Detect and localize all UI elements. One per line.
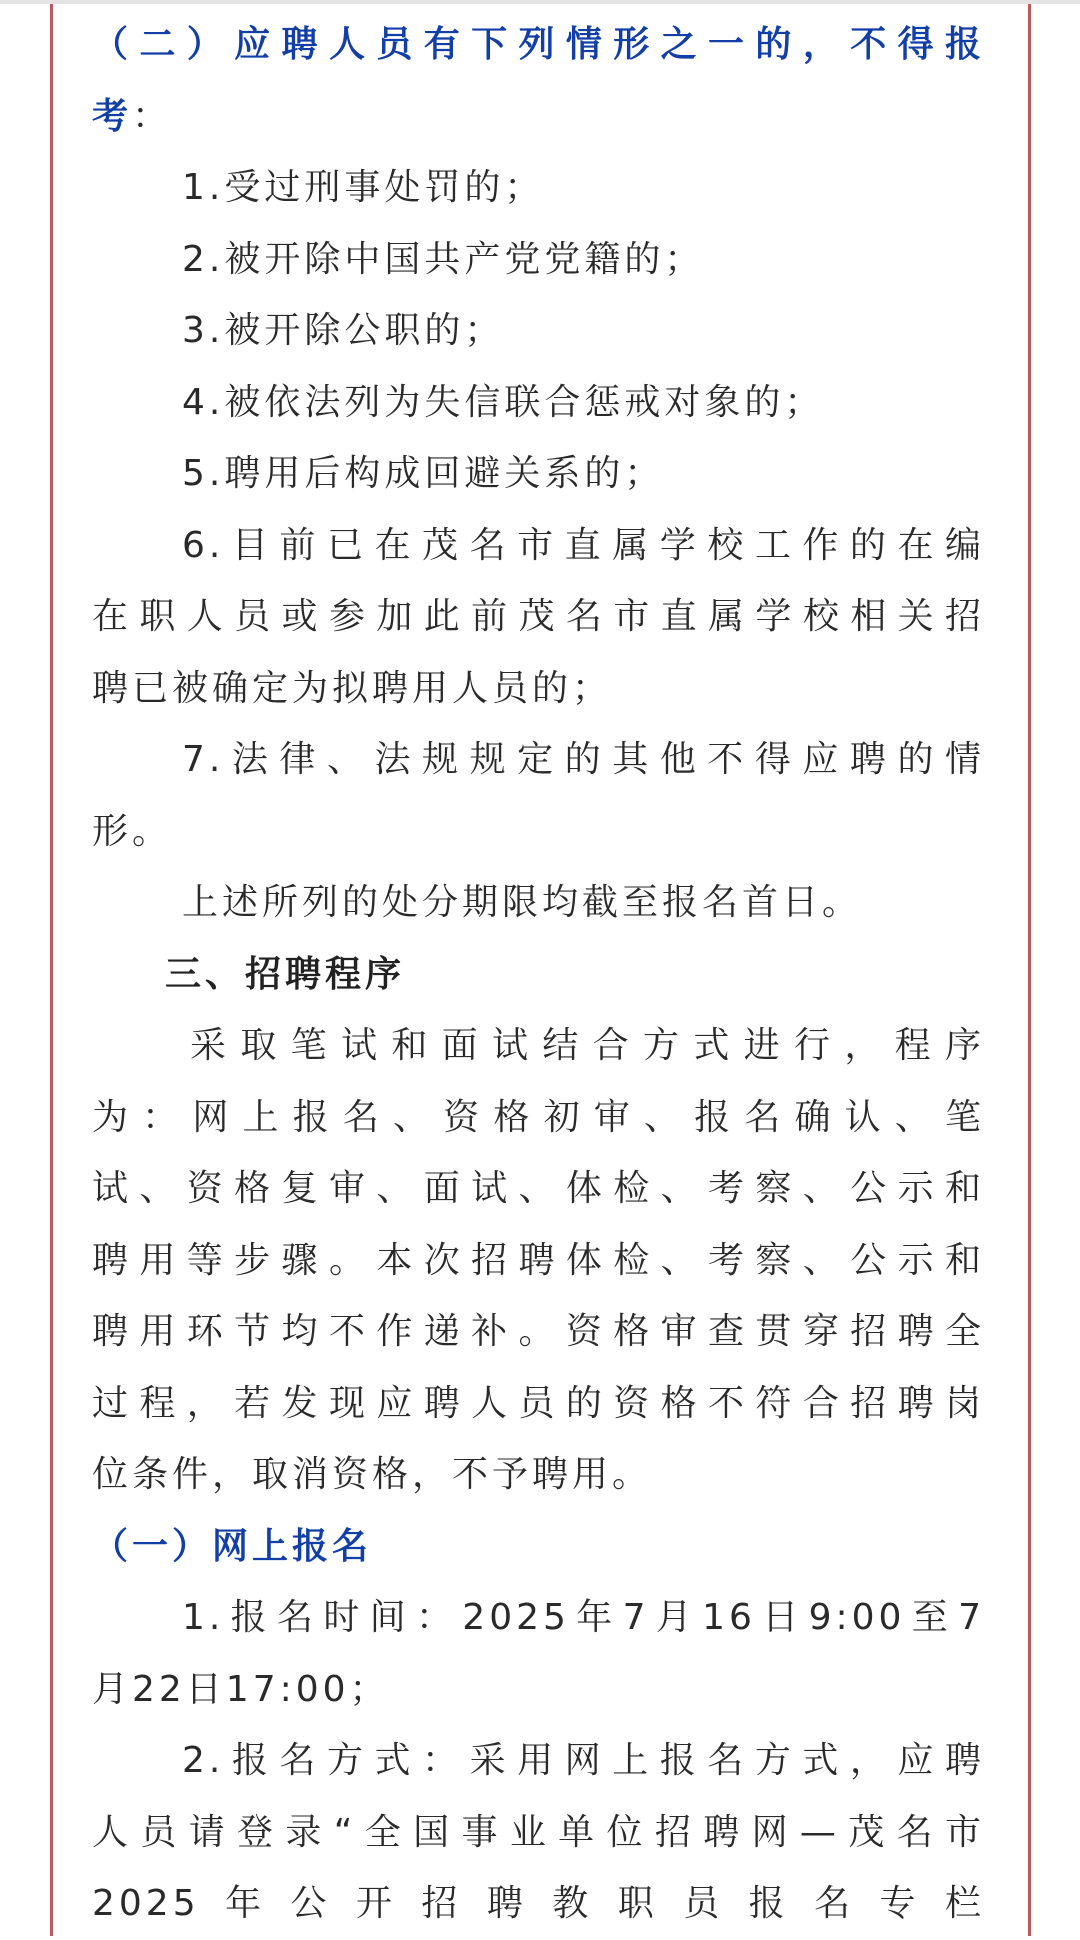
paragraph-line: 位条件，取消资格，不予聘用。 [92, 1454, 653, 1495]
colon: ： [132, 96, 173, 137]
list-item: 2.报名方式：采用网上报名方式，应聘 [182, 1740, 985, 1781]
section-heading-online-registration: （一）网上报名 [92, 1526, 373, 1567]
list-item: 1.受过刑事处罚的； [182, 167, 545, 208]
paragraph-line: 人员请登录“全国事业单位招聘网—茂名市 [92, 1812, 985, 1853]
list-item: 3.被开除公职的； [182, 310, 505, 351]
list-item: 6.目前已在茂名市直属学校工作的在编 [182, 525, 985, 566]
paragraph-line: 2025年公开招聘教职员报名专栏 [92, 1883, 985, 1924]
list-item: 4.被依法列为失信联合惩戒对象的； [182, 382, 825, 423]
paragraph-line: 形。 [92, 811, 173, 852]
paragraph-line: 过程，若发现应聘人员的资格不符合招聘岗 [92, 1383, 985, 1424]
paragraph-line: 试、资格复审、面试、体检、考察、公示和 [92, 1168, 985, 1209]
left-border-line [50, 4, 53, 1936]
heading-text: 考 [92, 96, 133, 137]
list-item: 7.法律、法规规定的其他不得应聘的情 [182, 739, 985, 780]
section-heading-continued [92, 81, 985, 153]
top-divider [0, 0, 1080, 4]
paragraph-line: 聘用等步骤。本次招聘体检、考察、公示和 [92, 1240, 985, 1281]
paragraph-line: 为：网上报名、资格初审、报名确认、笔 [92, 1097, 985, 1138]
list-item: 5.聘用后构成回避关系的； [182, 453, 665, 494]
section-heading-disqualifications: （二）应聘人员有下列情形之一的，不得报 [92, 24, 985, 65]
right-border-line [1028, 4, 1031, 1936]
section-heading-recruitment-procedure: 三、招聘程序 [165, 954, 406, 995]
paragraph-line: 聘用环节均不作递补。资格审查贯穿招聘全 [92, 1311, 985, 1352]
note-paragraph: 上述所列的处分期限均截至报名首日。 [182, 882, 863, 923]
paragraph-line: 月22日17:00； [92, 1669, 390, 1710]
paragraph-line: 采取笔试和面试结合方式进行，程序 [190, 1025, 985, 1066]
list-item: 2.被开除中国共产党党籍的； [182, 239, 705, 280]
paragraph-line: 聘已被确定为拟聘用人员的； [92, 668, 613, 709]
paragraph-line: 在职人员或参加此前茂名市直属学校相关招 [92, 596, 985, 637]
list-item: 1.报名时间：2025年7月16日9:00至7 [182, 1597, 985, 1638]
